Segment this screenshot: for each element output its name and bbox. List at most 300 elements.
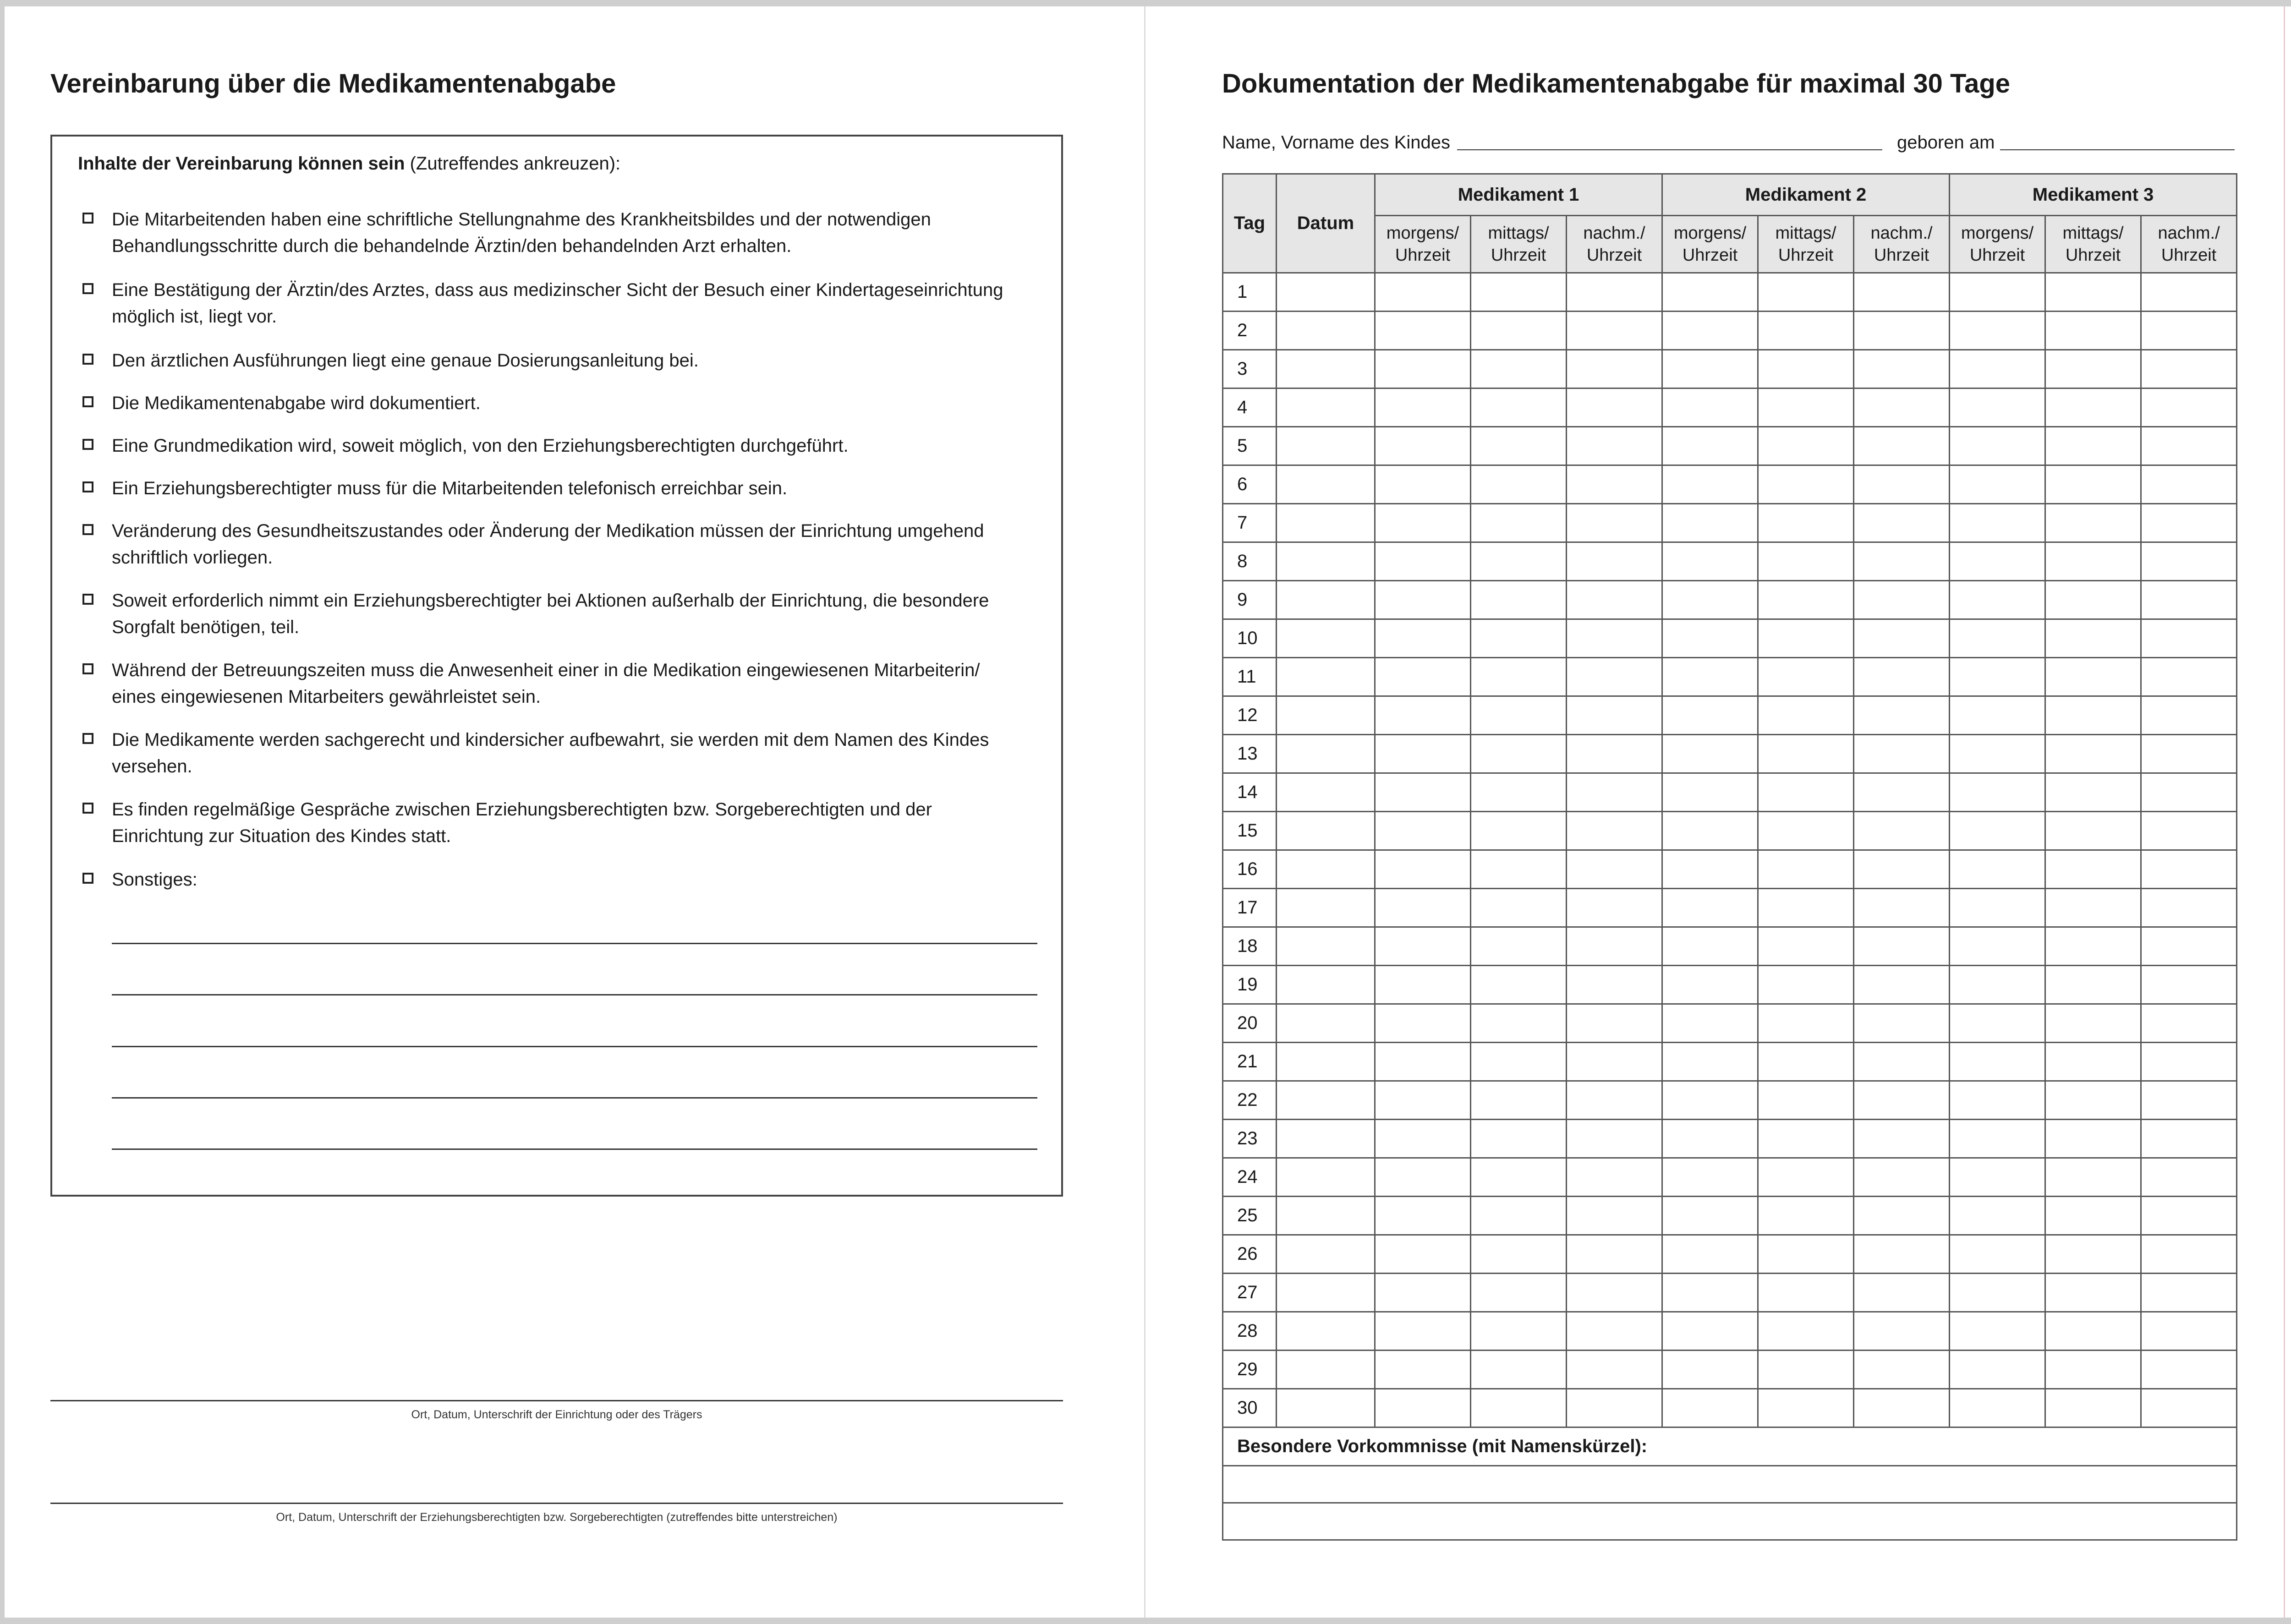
dose-cell[interactable] <box>1950 312 2045 350</box>
dose-cell[interactable] <box>1662 388 1758 427</box>
dose-cell[interactable] <box>1662 504 1758 542</box>
dose-cell[interactable] <box>1471 1312 1567 1351</box>
agreement-item[interactable] <box>112 518 1028 571</box>
dose-cell[interactable] <box>1950 1235 2045 1274</box>
dose-cell[interactable] <box>1758 427 1854 465</box>
dose-cell[interactable] <box>1662 273 1758 312</box>
dose-cell[interactable] <box>2141 1120 2237 1158</box>
dose-cell[interactable] <box>1567 1004 1662 1043</box>
dose-cell[interactable] <box>1950 619 2045 658</box>
dose-cell[interactable] <box>1375 850 1471 889</box>
dose-cell[interactable] <box>1758 273 1854 312</box>
dose-cell[interactable] <box>2045 1235 2141 1274</box>
signature-line[interactable] <box>50 1503 1063 1504</box>
dose-cell[interactable] <box>1471 1389 1567 1427</box>
dose-cell[interactable] <box>1375 889 1471 927</box>
dose-cell[interactable] <box>1662 1235 1758 1274</box>
dose-cell[interactable] <box>1854 773 1950 812</box>
dose-cell[interactable] <box>1854 696 1950 735</box>
born-field[interactable] <box>2000 149 2235 150</box>
dose-cell[interactable] <box>2045 350 2141 388</box>
dose-cell[interactable] <box>1567 1081 1662 1120</box>
dose-cell[interactable] <box>2045 812 2141 850</box>
dose-cell[interactable] <box>1950 542 2045 581</box>
dose-cell[interactable] <box>1471 1197 1567 1235</box>
dose-cell[interactable] <box>1758 1197 1854 1235</box>
dose-cell[interactable] <box>1375 927 1471 966</box>
write-line[interactable] <box>112 943 1037 944</box>
dose-cell[interactable] <box>1375 735 1471 773</box>
dose-cell[interactable] <box>1758 812 1854 850</box>
dose-cell[interactable] <box>1662 1043 1758 1081</box>
dose-cell[interactable] <box>2045 504 2141 542</box>
dose-cell[interactable] <box>1567 889 1662 927</box>
dose-cell[interactable] <box>1758 1351 1854 1389</box>
dose-cell[interactable] <box>1758 350 1854 388</box>
dose-cell[interactable] <box>2141 350 2237 388</box>
vorkommnisse-line[interactable] <box>1223 1466 2237 1503</box>
checkbox[interactable] <box>82 481 93 492</box>
dose-cell[interactable] <box>2045 966 2141 1004</box>
date-cell[interactable] <box>1277 1312 1375 1351</box>
dose-cell[interactable] <box>2045 850 2141 889</box>
checkbox[interactable] <box>82 663 93 674</box>
dose-cell[interactable] <box>2045 696 2141 735</box>
dose-cell[interactable] <box>2045 1312 2141 1351</box>
dose-cell[interactable] <box>1854 1158 1950 1197</box>
dose-cell[interactable] <box>1471 350 1567 388</box>
date-cell[interactable] <box>1277 966 1375 1004</box>
dose-cell[interactable] <box>2045 1043 2141 1081</box>
date-cell[interactable] <box>1277 1351 1375 1389</box>
dose-cell[interactable] <box>1758 504 1854 542</box>
dose-cell[interactable] <box>2045 658 2141 696</box>
dose-cell[interactable] <box>2045 735 2141 773</box>
dose-cell[interactable] <box>1950 504 2045 542</box>
dose-cell[interactable] <box>1375 812 1471 850</box>
date-cell[interactable] <box>1277 388 1375 427</box>
agreement-item[interactable] <box>112 206 1028 259</box>
dose-cell[interactable] <box>1854 1274 1950 1312</box>
dose-cell[interactable] <box>1375 1197 1471 1235</box>
dose-cell[interactable] <box>1375 1004 1471 1043</box>
dose-cell[interactable] <box>1758 542 1854 581</box>
dose-cell[interactable] <box>1950 1389 2045 1427</box>
dose-cell[interactable] <box>1662 1351 1758 1389</box>
dose-cell[interactable] <box>1471 273 1567 312</box>
date-cell[interactable] <box>1277 1043 1375 1081</box>
dose-cell[interactable] <box>1375 1312 1471 1351</box>
dose-cell[interactable] <box>1662 658 1758 696</box>
dose-cell[interactable] <box>1854 465 1950 504</box>
date-cell[interactable] <box>1277 350 1375 388</box>
date-cell[interactable] <box>1277 1120 1375 1158</box>
date-cell[interactable] <box>1277 735 1375 773</box>
dose-cell[interactable] <box>1662 850 1758 889</box>
dose-cell[interactable] <box>2045 619 2141 658</box>
dose-cell[interactable] <box>1854 427 1950 465</box>
checkbox[interactable] <box>82 396 93 407</box>
date-cell[interactable] <box>1277 581 1375 619</box>
dose-cell[interactable] <box>2045 773 2141 812</box>
dose-cell[interactable] <box>1471 773 1567 812</box>
dose-cell[interactable] <box>1950 1312 2045 1351</box>
dose-cell[interactable] <box>1375 619 1471 658</box>
checkbox[interactable] <box>82 733 93 744</box>
dose-cell[interactable] <box>1567 273 1662 312</box>
dose-cell[interactable] <box>2141 773 2237 812</box>
dose-cell[interactable] <box>1375 966 1471 1004</box>
dose-cell[interactable] <box>1567 1312 1662 1351</box>
dose-cell[interactable] <box>1854 581 1950 619</box>
dose-cell[interactable] <box>2141 273 2237 312</box>
dose-cell[interactable] <box>1758 581 1854 619</box>
dose-cell[interactable] <box>2141 812 2237 850</box>
dose-cell[interactable] <box>1758 465 1854 504</box>
dose-cell[interactable] <box>2141 1197 2237 1235</box>
dose-cell[interactable] <box>1567 542 1662 581</box>
dose-cell[interactable] <box>1950 1120 2045 1158</box>
dose-cell[interactable] <box>2045 273 2141 312</box>
dose-cell[interactable] <box>1854 850 1950 889</box>
dose-cell[interactable] <box>2045 1197 2141 1235</box>
dose-cell[interactable] <box>1662 1197 1758 1235</box>
dose-cell[interactable] <box>2045 388 2141 427</box>
dose-cell[interactable] <box>2141 619 2237 658</box>
dose-cell[interactable] <box>1567 1158 1662 1197</box>
dose-cell[interactable] <box>2141 696 2237 735</box>
dose-cell[interactable] <box>1950 658 2045 696</box>
dose-cell[interactable] <box>1662 427 1758 465</box>
checkbox[interactable] <box>82 283 93 294</box>
dose-cell[interactable] <box>1375 350 1471 388</box>
dose-cell[interactable] <box>1567 427 1662 465</box>
checkbox[interactable] <box>82 594 93 605</box>
dose-cell[interactable] <box>1567 966 1662 1004</box>
dose-cell[interactable] <box>1854 1004 1950 1043</box>
dose-cell[interactable] <box>1471 735 1567 773</box>
dose-cell[interactable] <box>2141 1389 2237 1427</box>
dose-cell[interactable] <box>1567 619 1662 658</box>
name-field[interactable] <box>1457 149 1882 150</box>
write-line[interactable] <box>112 1097 1037 1099</box>
dose-cell[interactable] <box>1662 312 1758 350</box>
date-cell[interactable] <box>1277 850 1375 889</box>
dose-cell[interactable] <box>1375 465 1471 504</box>
date-cell[interactable] <box>1277 1389 1375 1427</box>
dose-cell[interactable] <box>1950 273 2045 312</box>
dose-cell[interactable] <box>1758 927 1854 966</box>
dose-cell[interactable] <box>1471 1081 1567 1120</box>
dose-cell[interactable] <box>1950 927 2045 966</box>
dose-cell[interactable] <box>1662 1004 1758 1043</box>
date-cell[interactable] <box>1277 696 1375 735</box>
dose-cell[interactable] <box>1854 1197 1950 1235</box>
agreement-item[interactable] <box>112 727 1028 780</box>
dose-cell[interactable] <box>1567 735 1662 773</box>
dose-cell[interactable] <box>2045 1274 2141 1312</box>
agreement-item[interactable] <box>112 277 1028 330</box>
dose-cell[interactable] <box>2045 427 2141 465</box>
dose-cell[interactable] <box>2141 850 2237 889</box>
agreement-item[interactable] <box>112 796 1028 849</box>
dose-cell[interactable] <box>1662 1389 1758 1427</box>
dose-cell[interactable] <box>1471 312 1567 350</box>
dose-cell[interactable] <box>1375 388 1471 427</box>
dose-cell[interactable] <box>1758 388 1854 427</box>
dose-cell[interactable] <box>1375 658 1471 696</box>
date-cell[interactable] <box>1277 542 1375 581</box>
dose-cell[interactable] <box>1854 966 1950 1004</box>
date-cell[interactable] <box>1277 312 1375 350</box>
dose-cell[interactable] <box>1471 465 1567 504</box>
dose-cell[interactable] <box>1662 966 1758 1004</box>
dose-cell[interactable] <box>1375 1043 1471 1081</box>
dose-cell[interactable] <box>1375 542 1471 581</box>
agreement-item[interactable] <box>112 475 1028 502</box>
dose-cell[interactable] <box>1471 1351 1567 1389</box>
dose-cell[interactable] <box>1950 1081 2045 1120</box>
dose-cell[interactable] <box>1471 581 1567 619</box>
checkbox[interactable] <box>82 439 93 450</box>
dose-cell[interactable] <box>1567 504 1662 542</box>
dose-cell[interactable] <box>1375 581 1471 619</box>
dose-cell[interactable] <box>1758 1389 1854 1427</box>
dose-cell[interactable] <box>1471 542 1567 581</box>
dose-cell[interactable] <box>2045 889 2141 927</box>
dose-cell[interactable] <box>1375 1351 1471 1389</box>
dose-cell[interactable] <box>1950 735 2045 773</box>
dose-cell[interactable] <box>1854 1120 1950 1158</box>
dose-cell[interactable] <box>2141 542 2237 581</box>
dose-cell[interactable] <box>1375 312 1471 350</box>
dose-cell[interactable] <box>1854 927 1950 966</box>
dose-cell[interactable] <box>1471 388 1567 427</box>
dose-cell[interactable] <box>1662 542 1758 581</box>
dose-cell[interactable] <box>1758 312 1854 350</box>
checkbox[interactable] <box>82 354 93 365</box>
dose-cell[interactable] <box>2045 1120 2141 1158</box>
dose-cell[interactable] <box>1854 1081 1950 1120</box>
dose-cell[interactable] <box>1471 966 1567 1004</box>
dose-cell[interactable] <box>1471 1120 1567 1158</box>
checkbox[interactable] <box>82 803 93 814</box>
dose-cell[interactable] <box>1567 1351 1662 1389</box>
dose-cell[interactable] <box>2141 658 2237 696</box>
dose-cell[interactable] <box>1854 619 1950 658</box>
dose-cell[interactable] <box>2141 504 2237 542</box>
dose-cell[interactable] <box>1758 735 1854 773</box>
dose-cell[interactable] <box>1950 1274 2045 1312</box>
dose-cell[interactable] <box>1567 1235 1662 1274</box>
agreement-item[interactable] <box>112 866 1028 893</box>
dose-cell[interactable] <box>2141 1235 2237 1274</box>
dose-cell[interactable] <box>1471 1004 1567 1043</box>
date-cell[interactable] <box>1277 658 1375 696</box>
dose-cell[interactable] <box>1854 504 1950 542</box>
dose-cell[interactable] <box>1471 889 1567 927</box>
dose-cell[interactable] <box>1471 1158 1567 1197</box>
dose-cell[interactable] <box>1471 696 1567 735</box>
dose-cell[interactable] <box>2141 966 2237 1004</box>
dose-cell[interactable] <box>2141 1158 2237 1197</box>
dose-cell[interactable] <box>1567 850 1662 889</box>
dose-cell[interactable] <box>1950 1351 2045 1389</box>
dose-cell[interactable] <box>1758 773 1854 812</box>
dose-cell[interactable] <box>1471 1043 1567 1081</box>
dose-cell[interactable] <box>1471 504 1567 542</box>
dose-cell[interactable] <box>1854 1351 1950 1389</box>
dose-cell[interactable] <box>1758 696 1854 735</box>
dose-cell[interactable] <box>1950 773 2045 812</box>
dose-cell[interactable] <box>1662 1274 1758 1312</box>
dose-cell[interactable] <box>1950 388 2045 427</box>
dose-cell[interactable] <box>1567 773 1662 812</box>
dose-cell[interactable] <box>2045 312 2141 350</box>
dose-cell[interactable] <box>1662 1158 1758 1197</box>
dose-cell[interactable] <box>1471 850 1567 889</box>
dose-cell[interactable] <box>1375 1120 1471 1158</box>
date-cell[interactable] <box>1277 1197 1375 1235</box>
agreement-item[interactable] <box>112 587 1028 640</box>
date-cell[interactable] <box>1277 1004 1375 1043</box>
date-cell[interactable] <box>1277 773 1375 812</box>
dose-cell[interactable] <box>1950 889 2045 927</box>
agreement-item[interactable] <box>112 432 1028 459</box>
dose-cell[interactable] <box>2141 312 2237 350</box>
dose-cell[interactable] <box>1567 1120 1662 1158</box>
dose-cell[interactable] <box>1758 1120 1854 1158</box>
dose-cell[interactable] <box>1567 927 1662 966</box>
dose-cell[interactable] <box>1950 696 2045 735</box>
dose-cell[interactable] <box>1662 696 1758 735</box>
dose-cell[interactable] <box>1567 1197 1662 1235</box>
dose-cell[interactable] <box>1567 350 1662 388</box>
dose-cell[interactable] <box>2141 1312 2237 1351</box>
date-cell[interactable] <box>1277 273 1375 312</box>
dose-cell[interactable] <box>1662 619 1758 658</box>
dose-cell[interactable] <box>1662 1312 1758 1351</box>
dose-cell[interactable] <box>1471 1274 1567 1312</box>
dose-cell[interactable] <box>1950 1004 2045 1043</box>
dose-cell[interactable] <box>1567 812 1662 850</box>
date-cell[interactable] <box>1277 889 1375 927</box>
date-cell[interactable] <box>1277 465 1375 504</box>
dose-cell[interactable] <box>1854 1043 1950 1081</box>
dose-cell[interactable] <box>1854 273 1950 312</box>
dose-cell[interactable] <box>1950 581 2045 619</box>
dose-cell[interactable] <box>1854 1312 1950 1351</box>
dose-cell[interactable] <box>1758 1312 1854 1351</box>
dose-cell[interactable] <box>1375 773 1471 812</box>
write-line[interactable] <box>112 1148 1037 1150</box>
dose-cell[interactable] <box>1471 927 1567 966</box>
agreement-item[interactable] <box>112 657 1028 710</box>
dose-cell[interactable] <box>1662 1081 1758 1120</box>
dose-cell[interactable] <box>1375 1389 1471 1427</box>
date-cell[interactable] <box>1277 1274 1375 1312</box>
dose-cell[interactable] <box>2045 1004 2141 1043</box>
dose-cell[interactable] <box>1662 465 1758 504</box>
dose-cell[interactable] <box>1471 427 1567 465</box>
dose-cell[interactable] <box>1375 1274 1471 1312</box>
write-line[interactable] <box>112 1046 1037 1047</box>
dose-cell[interactable] <box>2141 465 2237 504</box>
dose-cell[interactable] <box>1567 1274 1662 1312</box>
date-cell[interactable] <box>1277 619 1375 658</box>
dose-cell[interactable] <box>2045 581 2141 619</box>
dose-cell[interactable] <box>1758 850 1854 889</box>
dose-cell[interactable] <box>2141 427 2237 465</box>
dose-cell[interactable] <box>1854 735 1950 773</box>
dose-cell[interactable] <box>1567 581 1662 619</box>
dose-cell[interactable] <box>1662 581 1758 619</box>
dose-cell[interactable] <box>1950 350 2045 388</box>
dose-cell[interactable] <box>1854 312 1950 350</box>
dose-cell[interactable] <box>1758 889 1854 927</box>
dose-cell[interactable] <box>1758 1235 1854 1274</box>
dose-cell[interactable] <box>1471 812 1567 850</box>
dose-cell[interactable] <box>2141 1081 2237 1120</box>
dose-cell[interactable] <box>1567 1043 1662 1081</box>
dose-cell[interactable] <box>1375 1235 1471 1274</box>
dose-cell[interactable] <box>1758 1043 1854 1081</box>
dose-cell[interactable] <box>2141 1043 2237 1081</box>
dose-cell[interactable] <box>1950 966 2045 1004</box>
dose-cell[interactable] <box>1471 1235 1567 1274</box>
dose-cell[interactable] <box>1567 312 1662 350</box>
dose-cell[interactable] <box>1375 696 1471 735</box>
dose-cell[interactable] <box>1854 350 1950 388</box>
dose-cell[interactable] <box>2141 927 2237 966</box>
dose-cell[interactable] <box>1758 658 1854 696</box>
dose-cell[interactable] <box>1567 696 1662 735</box>
dose-cell[interactable] <box>1758 1081 1854 1120</box>
dose-cell[interactable] <box>1375 427 1471 465</box>
dose-cell[interactable] <box>1854 658 1950 696</box>
date-cell[interactable] <box>1277 427 1375 465</box>
dose-cell[interactable] <box>1567 1389 1662 1427</box>
date-cell[interactable] <box>1277 812 1375 850</box>
dose-cell[interactable] <box>1758 1004 1854 1043</box>
dose-cell[interactable] <box>2141 889 2237 927</box>
dose-cell[interactable] <box>1950 465 2045 504</box>
vorkommnisse-line[interactable] <box>1223 1503 2237 1540</box>
dose-cell[interactable] <box>1854 812 1950 850</box>
dose-cell[interactable] <box>1950 1197 2045 1235</box>
dose-cell[interactable] <box>1854 388 1950 427</box>
dose-cell[interactable] <box>2141 581 2237 619</box>
write-line[interactable] <box>112 994 1037 995</box>
dose-cell[interactable] <box>1950 850 2045 889</box>
date-cell[interactable] <box>1277 1158 1375 1197</box>
dose-cell[interactable] <box>2141 1004 2237 1043</box>
dose-cell[interactable] <box>1471 619 1567 658</box>
dose-cell[interactable] <box>2141 1351 2237 1389</box>
dose-cell[interactable] <box>1758 619 1854 658</box>
dose-cell[interactable] <box>1854 889 1950 927</box>
agreement-item[interactable] <box>112 347 1028 374</box>
dose-cell[interactable] <box>1854 1389 1950 1427</box>
dose-cell[interactable] <box>2045 465 2141 504</box>
dose-cell[interactable] <box>2141 735 2237 773</box>
dose-cell[interactable] <box>1567 658 1662 696</box>
dose-cell[interactable] <box>2141 1274 2237 1312</box>
dose-cell[interactable] <box>1950 812 2045 850</box>
checkbox[interactable] <box>82 213 93 224</box>
dose-cell[interactable] <box>1950 1043 2045 1081</box>
dose-cell[interactable] <box>1950 1158 2045 1197</box>
